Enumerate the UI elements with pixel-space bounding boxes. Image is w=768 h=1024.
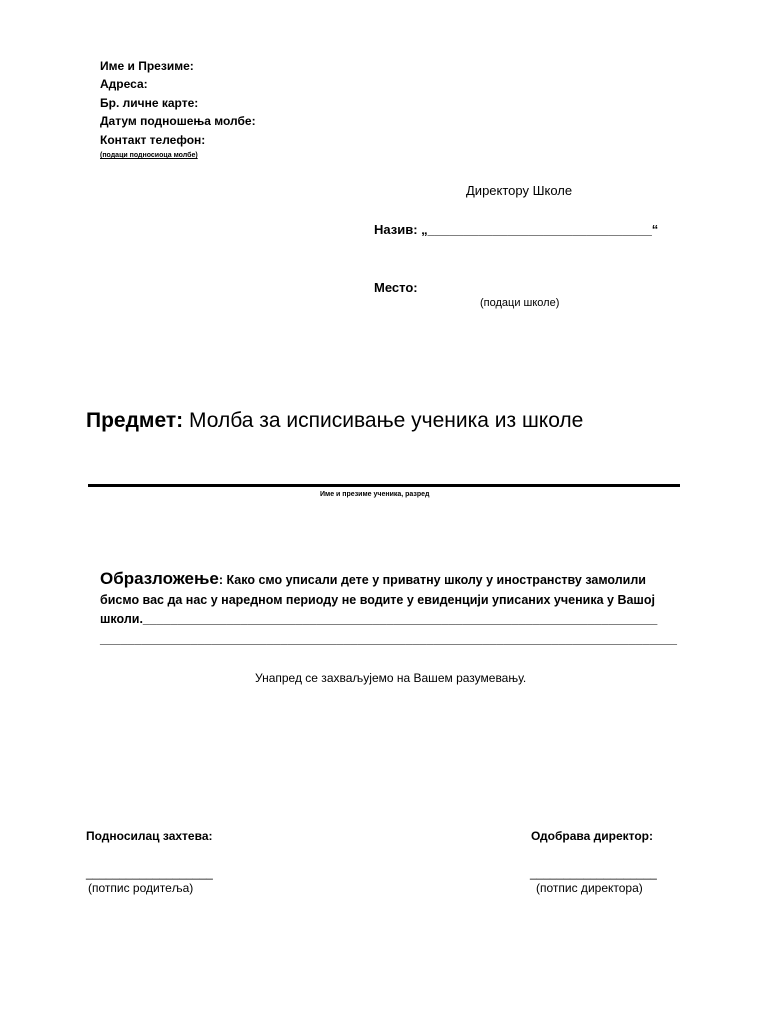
applicant-date-label: Датум подношења молбе: [100,114,256,128]
applicant-signature-label: Подносилац захтева: [86,829,213,843]
applicant-id-label: Бр. личне карте: [100,96,199,110]
subject-label: Предмет: [86,409,184,432]
applicant-caption: (подаци подносиоца молбе) [100,152,198,159]
school-name-label: Назив: „_______________________________“ [374,222,659,237]
applicant-name-label: Име и Презиме: [100,59,194,73]
justification-label: Образложење [100,569,219,588]
applicant-signature-line: ___________________ [86,866,213,880]
justification-line-4: ___________________________________________________________________________________ [100,632,678,646]
applicant-signature-caption: (потпис родитеља) [88,881,194,895]
justification-line-3: школи.__________________________________________________________________________ [100,612,658,626]
school-caption: (подаци школе) [480,297,560,309]
director-signature-caption: (потпис директора) [536,881,643,895]
school-place-label: Место: [374,280,418,295]
justification-line-1: Образложење: Како смо уписали дете у приватну школу у иностранству замолили [100,569,646,588]
director-signature-label: Одобрава директор: [531,829,654,843]
subject-line [86,409,583,433]
school-addressee: Директору Школе [466,183,573,198]
student-name-line [88,484,680,487]
student-caption: Име и презиме ученика, разред [320,491,430,498]
applicant-phone-label: Контакт телефон: [100,133,206,147]
justification-line-2: бисмо вас да нас у наредном периоду не водите у евиденцији уписаних ученика у Вашој [100,593,655,607]
thanks-text: Унапред се захваљујемо на Вашем разумевању. [255,671,527,685]
director-signature-line: ___________________ [530,866,657,880]
applicant-address-label: Адреса: [100,77,148,91]
subject-text: Молба за исписивање ученика из школе [189,409,584,432]
